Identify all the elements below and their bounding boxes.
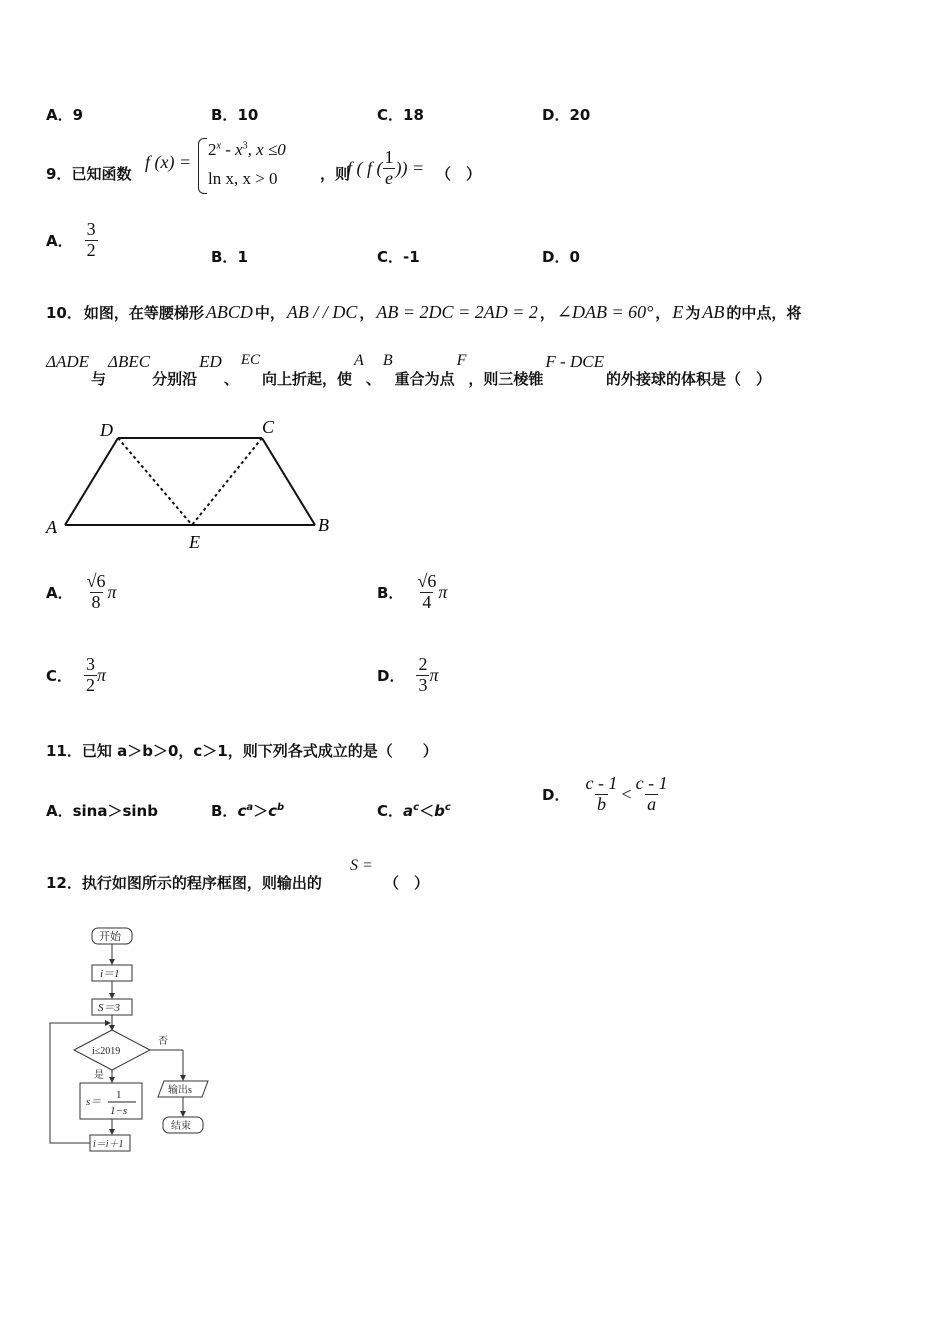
q9-function: f (x) =	[145, 152, 192, 172]
q11-option-c: C．$a^c<b^c$	[377, 802, 451, 820]
q8-option-a: A．9	[46, 106, 84, 124]
q9-expression: f ( f ( $\frac{1}{e}$ )) =	[347, 147, 425, 188]
vertex-d-label: D	[100, 420, 113, 440]
flow-output-label: 输出s	[168, 1085, 192, 1096]
fold-ec	[192, 438, 262, 525]
q10-stem-line1: 10． 如图，在等腰梯形 ABCD 中， AB / / DC ， AB = 2DC = 2AD = 2 ， ∠DAB = 60° ， E 为 AB 的中点，将	[46, 302, 802, 322]
flow-assign-den: 1−s	[110, 1105, 128, 1117]
q9-option-a: A． $\frac{3}{2}$	[46, 219, 96, 260]
flow-condition-label: i≤2019	[92, 1046, 121, 1057]
q9-brace	[198, 138, 207, 194]
q9-option-b: B．1	[211, 248, 248, 266]
vertex-b-label: B	[318, 515, 329, 535]
flow-yes-label: 是	[94, 1070, 104, 1081]
q9-case1: $2^x - x^3$, x ≤0	[208, 140, 286, 159]
flow-no-label: 否	[158, 1036, 168, 1047]
flow-end-label: 结束	[171, 1121, 191, 1132]
q8-option-b: B．10	[211, 106, 259, 124]
q11-option-a: A．sina＞sinb	[46, 802, 158, 820]
q11-stem: 11．已知 a＞b＞0，c＞1，则下列各式成立的是（ ）	[46, 742, 438, 760]
q10-option-b: B． $\frac{√6}{4}$ π	[377, 571, 448, 612]
flow-assign-lhs: s＝	[86, 1096, 102, 1108]
vertex-a-label: A	[46, 517, 57, 537]
q10-stem-line2: ΔADE 与 ΔBEC 分别沿 ED 、 EC 向上折起，使 A 、 B 重合为点 F ，则三棱锥 F - DCE 的外接球的体积是（ ）	[46, 352, 771, 388]
q12-stem: 12．执行如图所示的程序框图，则输出的	[46, 874, 322, 892]
q8-option-d: D．20	[542, 106, 591, 124]
flow-assign-num: 1	[116, 1089, 122, 1101]
side-cb	[262, 438, 315, 525]
q9-case2: ln x, x > 0	[208, 169, 278, 188]
q11-option-b: B．$c^a>c^b$	[211, 802, 285, 820]
q9-then: ，则	[320, 165, 351, 183]
flow-increment-label: i＝i＋1	[93, 1139, 124, 1150]
flow-init-s-label: S＝3	[98, 1002, 120, 1014]
flow-init-i-label: i＝1	[100, 968, 120, 980]
q9-stem-prefix: 9．已知函数	[46, 165, 132, 183]
vertex-c-label: C	[262, 417, 275, 437]
q9-option-c: C．-1	[377, 248, 420, 266]
q12-paren: （ ）	[384, 874, 430, 892]
q11-option-d: D． $\frac{c - 1}{b}$ < $\frac{c - 1}{a}$	[542, 773, 668, 814]
q12-var: S =	[350, 857, 373, 874]
fold-ed	[118, 438, 192, 525]
q10-trapezoid-figure	[40, 415, 350, 555]
q9-paren: （ ）	[436, 165, 482, 183]
side-ad	[65, 438, 118, 525]
q10-option-d: D． $\frac{2}{3}$ π	[377, 654, 439, 695]
q8-option-c: C．18	[377, 106, 424, 124]
vertex-e-label: E	[189, 532, 200, 552]
flow-start-label: 开始	[99, 931, 121, 943]
q9-option-d: D．0	[542, 248, 580, 266]
q10-option-a: A． $\frac{√6}{8}$ π	[46, 571, 117, 612]
q12-flowchart	[40, 920, 230, 1160]
q10-option-c: C． $\frac{3}{2}$ π	[46, 654, 107, 695]
